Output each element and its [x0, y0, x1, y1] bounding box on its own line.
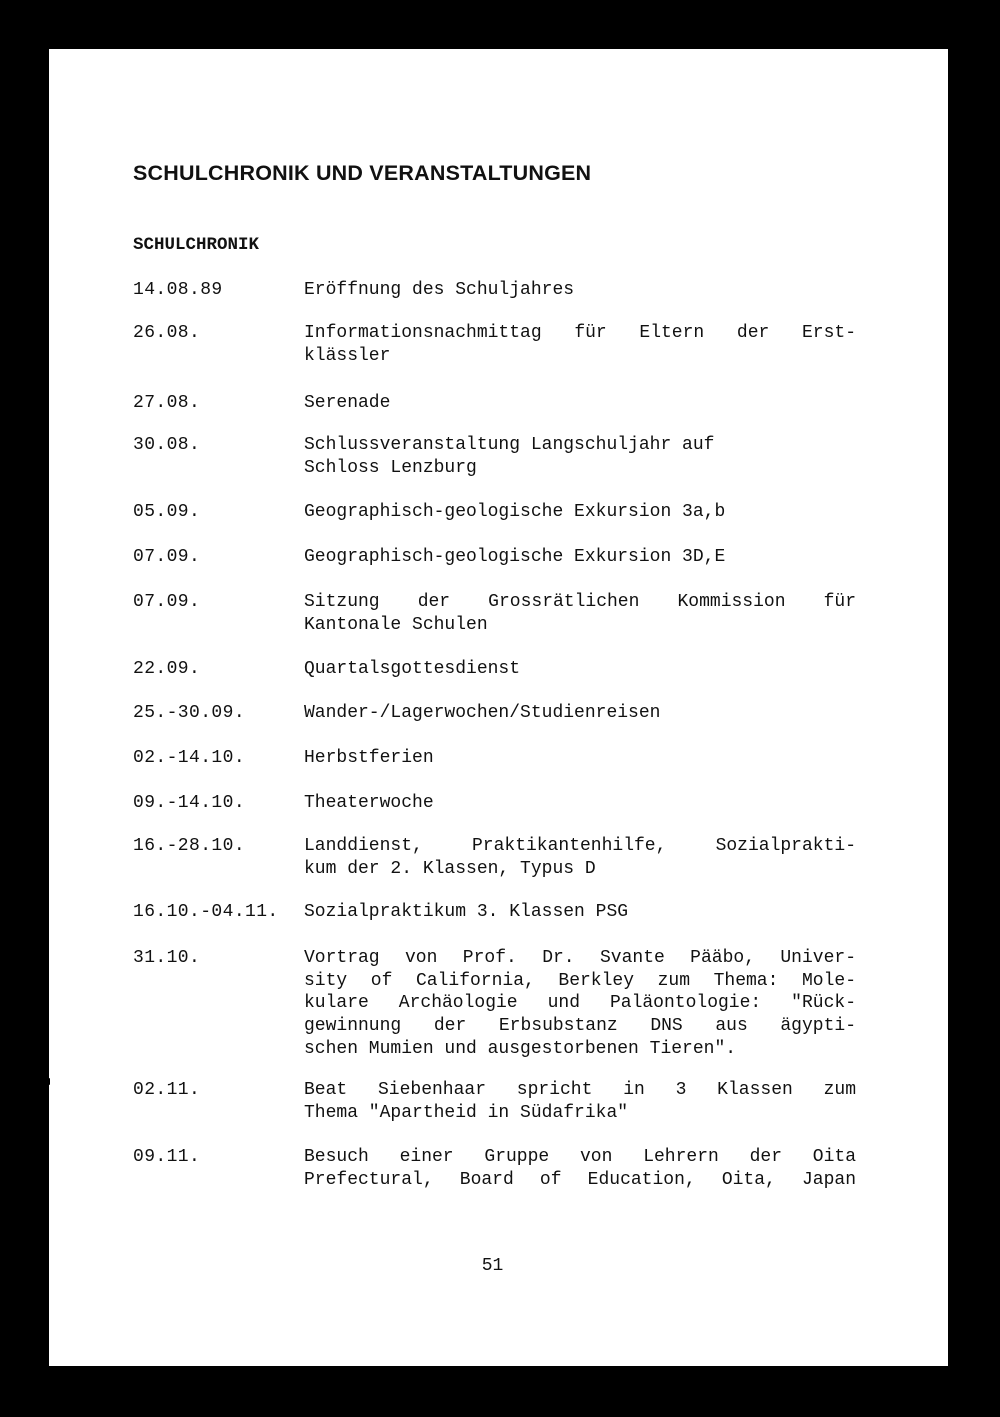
- entry-line: Beat Siebenhaar spricht in 3 Klassen zum: [304, 1080, 856, 1100]
- entry-line: Theaterwoche: [304, 793, 434, 813]
- entry-line: kulare Archäologie und Paläontologie: "Rück-: [304, 993, 856, 1014]
- entry-line: Herbstferien: [304, 748, 434, 768]
- entry-description: [304, 591, 856, 636]
- entry-date: 25.-30.09.: [133, 703, 246, 723]
- entry-date: 30.08.: [133, 435, 201, 455]
- entry-line: Schlussveranstaltung Langschuljahr auf: [304, 435, 715, 455]
- entry-line: Kantonale Schulen: [304, 614, 488, 635]
- entry-line: klässler: [304, 345, 391, 366]
- entry-description: [304, 1079, 856, 1124]
- entry-line: Schloss Lenzburg: [304, 457, 477, 478]
- entry-date: 16.10.-04.11.: [133, 902, 279, 922]
- entry-description: [304, 546, 856, 569]
- entry-line: Informationsnachmittag für Eltern der Erst-: [304, 323, 856, 343]
- entry-date: 27.08.: [133, 393, 201, 413]
- page-title: SCHULCHRONIK UND VERANSTALTUNGEN: [133, 161, 592, 185]
- entry-date: 02.-14.10.: [133, 748, 246, 768]
- entry-line: Vortrag von Prof. Dr. Svante Pääbo, Univer-: [304, 948, 856, 968]
- entry-date: 05.09.: [133, 502, 201, 522]
- entry-date: 14.08.89: [133, 280, 223, 300]
- entry-date: 16.-28.10.: [133, 836, 246, 856]
- entry-line: Geographisch-geologische Exkursion 3D,E: [304, 547, 726, 567]
- entry-date: 26.08.: [133, 323, 201, 343]
- entry-line: Sitzung der Grossrätlichen Kommission für: [304, 592, 856, 612]
- entry-date: 09.11.: [133, 1147, 201, 1167]
- entry-description: [304, 702, 856, 725]
- entry-date: 22.09.: [133, 659, 201, 679]
- entry-date: 07.09.: [133, 592, 201, 612]
- entry-description: [304, 279, 856, 302]
- scan-mark: [45, 1078, 50, 1085]
- entry-line: Geographisch-geologische Exkursion 3a,b: [304, 502, 726, 522]
- entry-line: Quartalsgottesdienst: [304, 659, 521, 679]
- entry-description: [304, 947, 856, 1060]
- entry-line: sity of California, Berkley zum Thema: Mole-: [304, 970, 856, 991]
- entry-line: Thema "Apartheid in Südafrika": [304, 1102, 629, 1123]
- entry-description: [304, 392, 856, 415]
- entry-line: Sozialpraktikum 3. Klassen PSG: [304, 902, 629, 922]
- entry-line: Eröffnung des Schuljahres: [304, 280, 575, 300]
- entry-description: [304, 658, 856, 681]
- entry-description: [304, 835, 856, 880]
- entry-line: gewinnung der Erbsubstanz DNS aus ägypti-: [304, 1016, 856, 1037]
- entry-line: Serenade: [304, 393, 391, 413]
- entry-line: Besuch einer Gruppe von Lehrern der Oita: [304, 1147, 856, 1167]
- page-number: 51: [481, 1256, 504, 1276]
- entry-description: [304, 501, 856, 524]
- entry-description: [304, 434, 856, 479]
- entry-description: [304, 322, 856, 367]
- document-page: [49, 49, 948, 1366]
- entry-description: [304, 792, 856, 815]
- entry-line: Prefectural, Board of Education, Oita, Japan: [304, 1169, 856, 1190]
- entry-description: [304, 901, 856, 924]
- entry-line: Landdienst, Praktikantenhilfe, Sozialprakti-: [304, 836, 856, 856]
- section-heading: SCHULCHRONIK: [133, 235, 260, 255]
- entry-description: [304, 747, 856, 770]
- entry-description: [304, 1146, 856, 1191]
- entry-line: schen Mumien und ausgestorbenen Tieren".: [304, 1038, 737, 1059]
- entry-date: 07.09.: [133, 547, 201, 567]
- entry-date: 31.10.: [133, 948, 201, 968]
- entry-line: kum der 2. Klassen, Typus D: [304, 858, 596, 879]
- entry-date: 02.11.: [133, 1080, 201, 1100]
- entry-date: 09.-14.10.: [133, 793, 246, 813]
- entry-line: Wander-/Lagerwochen/Studienreisen: [304, 703, 661, 723]
